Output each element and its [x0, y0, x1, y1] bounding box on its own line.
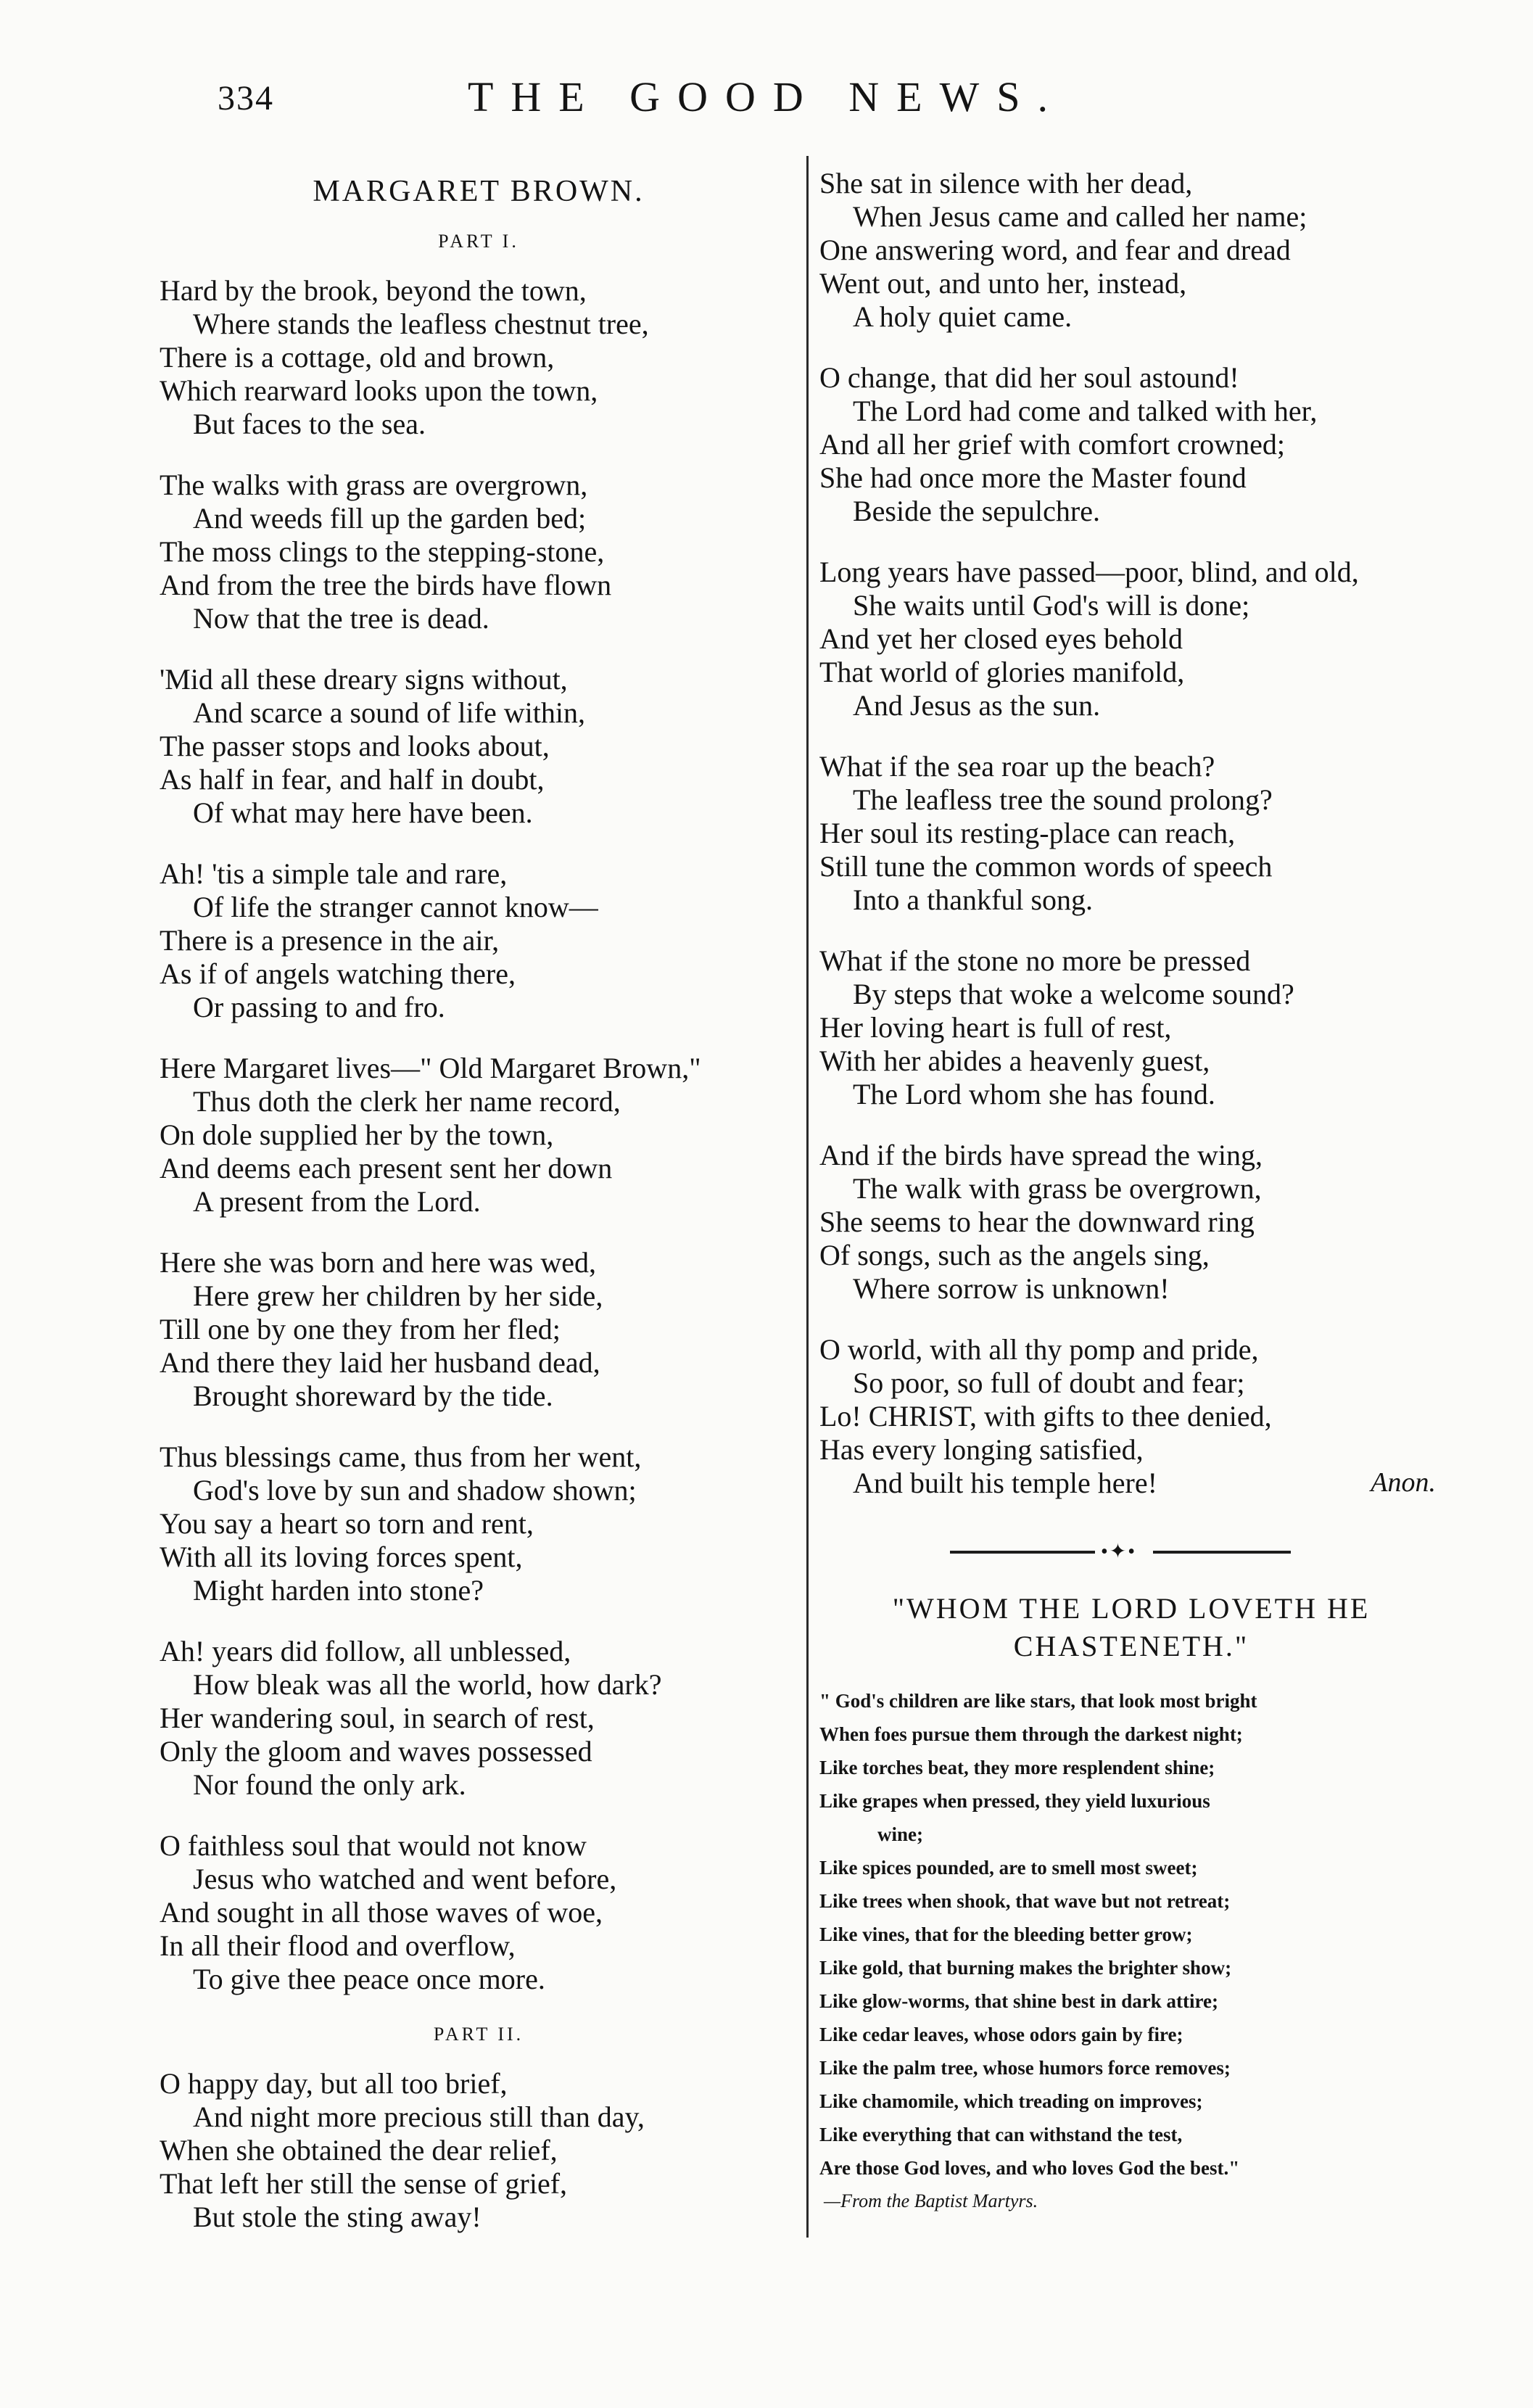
- verse-line: Till one by one they from her fled;: [160, 1313, 561, 1345]
- verse-line: She had once more the Master found: [819, 461, 1247, 494]
- verse-line: How bleak was all the world, how dark?: [193, 1668, 662, 1701]
- stanza: [819, 556, 1443, 722]
- verse-line: And weeds fill up the garden bed;: [193, 502, 587, 535]
- verse-line: Her wandering soul, in search of rest,: [160, 1702, 595, 1734]
- verse-line: The leafless tree the sound prolong?: [853, 783, 1273, 816]
- left-column: [160, 167, 798, 2261]
- verse-line: Nor found the only ark.: [193, 1768, 466, 1801]
- verse-line: Here grew her children by her side,: [193, 1279, 603, 1312]
- verse-line: And from the tree the birds have flown: [160, 569, 612, 601]
- stanza: [160, 1635, 798, 1802]
- prose-line: Like cedar leaves, whose odors gain by fire;: [819, 2024, 1183, 2045]
- verse-line: O world, with all thy pomp and pride,: [819, 1333, 1259, 1366]
- verse-line: Her loving heart is full of rest,: [819, 1011, 1172, 1044]
- verse-line: Here Margaret lives—" Old Margaret Brown,": [160, 1052, 701, 1084]
- verse-line: Of what may here have been.: [193, 796, 533, 829]
- verse-line: The walk with grass be overgrown,: [853, 1172, 1262, 1205]
- prose-line: Are those God loves, and who loves God the best.": [819, 2157, 1240, 2179]
- verse-line: Long years have passed—poor, blind, and old,: [819, 556, 1359, 588]
- verse-line: With her abides a heavenly guest,: [819, 1044, 1210, 1077]
- verse-line: Of life the stranger cannot know—: [193, 891, 598, 923]
- stanza: [160, 274, 798, 441]
- stanza: [819, 167, 1443, 334]
- verse-line: The Lord whom she has found.: [853, 1078, 1215, 1110]
- verse-line: That left her still the sense of grief,: [160, 2167, 568, 2200]
- verse-line: Which rearward looks upon the town,: [160, 374, 598, 407]
- stanza: [160, 1440, 798, 1607]
- right-column: [819, 167, 1443, 2218]
- verse-line: In all their flood and overflow,: [160, 1929, 516, 1962]
- verse-line: Ah! years did follow, all unblessed,: [160, 1635, 571, 1667]
- verse-line: When she obtained the dear relief,: [160, 2134, 558, 2166]
- verse-line: Jesus who watched and went before,: [193, 1863, 617, 1895]
- poem-title: MARGARET BROWN.: [313, 175, 645, 208]
- article-title-line: "WHOM THE LORD LOVETH HE: [892, 1592, 1371, 1625]
- part-one-stanzas: [160, 274, 798, 1996]
- prose-line: Like gold, that burning makes the brighter show;: [819, 1957, 1232, 1979]
- prose-line: Like spices pounded, are to smell most sweet;: [819, 1857, 1198, 1879]
- verse-line: And deems each present sent her down: [160, 1152, 613, 1184]
- verse-line: As half in fear, and half in doubt,: [160, 763, 545, 796]
- verse-line: And if the birds have spread the wing,: [819, 1139, 1263, 1171]
- part-two-heading: PART II.: [433, 2024, 524, 2045]
- verse-line: Hard by the brook, beyond the town,: [160, 274, 587, 307]
- article-title-line: CHASTENETH.": [1013, 1630, 1249, 1662]
- verse-line: What if the sea roar up the beach?: [819, 750, 1215, 783]
- verse-line: And built his temple here!: [853, 1467, 1157, 1499]
- verse-line: To give thee peace once more.: [193, 1963, 545, 1995]
- article-source: —From the Baptist Martyrs.: [824, 2190, 1038, 2211]
- verse-line: The moss clings to the stepping-stone,: [160, 535, 605, 568]
- verse-line: And all her grief with comfort crowned;: [819, 428, 1286, 461]
- article-body: [819, 1684, 1443, 2185]
- verse-line: 'Mid all these dreary signs without,: [160, 663, 568, 696]
- verse-line: Only the gloom and waves possessed: [160, 1735, 592, 1768]
- prose-line: Like vines, that for the bleeding better grow;: [819, 1923, 1193, 1945]
- stanza: [160, 663, 798, 830]
- verse-line: But stole the sting away!: [193, 2201, 482, 2233]
- prose-line: When foes pursue them through the darkest night;: [819, 1723, 1243, 1745]
- verse-line: O faithless soul that would not know: [160, 1829, 587, 1862]
- verse-line: God's love by sun and shadow shown;: [193, 1474, 637, 1506]
- stanza: [160, 1829, 798, 1996]
- verse-line: As if of angels watching there,: [160, 957, 516, 990]
- ornament-icon: •✦•: [1101, 1541, 1137, 1563]
- verse-line: Might harden into stone?: [193, 1574, 484, 1607]
- verse-line: What if the stone no more be pressed: [819, 944, 1251, 977]
- verse-line: Her soul its resting-place can reach,: [819, 817, 1236, 849]
- verse-line: You say a heart so torn and rent,: [160, 1507, 534, 1540]
- verse-line: Here she was born and here was wed,: [160, 1246, 596, 1279]
- verse-line: She waits until God's will is done;: [853, 589, 1250, 622]
- stanza: [819, 1139, 1443, 1306]
- prose-line: Like glow-worms, that shine best in dark attire;: [819, 1990, 1218, 2012]
- verse-line: The Lord had come and talked with her,: [853, 395, 1318, 427]
- verse-line: With all its loving forces spent,: [160, 1541, 523, 1573]
- verse-line: The walks with grass are overgrown,: [160, 469, 588, 501]
- running-title: THE GOOD NEWS.: [467, 73, 1066, 120]
- verse-line: Or passing to and fro.: [193, 991, 445, 1023]
- verse-line: Thus doth the clerk her name record,: [193, 1085, 621, 1118]
- prose-line: Like the palm tree, whose humors force removes;: [819, 2057, 1231, 2079]
- verse-line: By steps that woke a welcome sound?: [853, 978, 1294, 1010]
- verse-line: And yet her closed eyes behold: [819, 622, 1183, 655]
- page-header: [0, 73, 1533, 131]
- verse-line: There is a cottage, old and brown,: [160, 341, 555, 374]
- prose-line: Like grapes when pressed, they yield luxurious: [819, 1790, 1210, 1812]
- prose-line: Like chamomile, which treading on improves;: [819, 2090, 1203, 2112]
- verse-line: Has every longing satisfied,: [819, 1433, 1144, 1466]
- prose-line: Like trees when shook, that wave but not retreat;: [819, 1890, 1231, 1912]
- verse-line: O change, that did her soul astound!: [819, 361, 1239, 394]
- verse-line: Where sorrow is unknown!: [853, 1272, 1170, 1305]
- stanza: [819, 944, 1443, 1111]
- verse-line: But faces to the sea.: [193, 408, 426, 440]
- verse-line: And scarce a sound of life within,: [193, 696, 585, 729]
- verse-line: Of songs, such as the angels sing,: [819, 1239, 1210, 1271]
- verse-line: A holy quiet came.: [853, 300, 1073, 333]
- verse-line: And there they laid her husband dead,: [160, 1346, 600, 1379]
- verse-line: Went out, and unto her, instead,: [819, 267, 1187, 300]
- part-two-stanzas: [160, 2067, 798, 2234]
- article-title: [819, 1590, 1443, 1665]
- verse-line: Lo! CHRIST, with gifts to thee denied,: [819, 1400, 1272, 1432]
- verse-line: Thus blessings came, thus from her went,: [160, 1440, 642, 1473]
- verse-line: When Jesus came and called her name;: [853, 200, 1307, 233]
- verse-line: Now that the tree is dead.: [193, 602, 489, 635]
- section-divider: [819, 1543, 1443, 1561]
- verse-line: Ah! 'tis a simple tale and rare,: [160, 857, 508, 890]
- verse-line: There is a presence in the air,: [160, 924, 500, 957]
- stanza: [819, 361, 1443, 528]
- part-two-continued-stanzas: [819, 167, 1443, 1500]
- verse-line: And night more precious still than day,: [193, 2100, 645, 2133]
- verse-line: Where stands the leafless chestnut tree,: [193, 308, 649, 340]
- column-divider: [806, 156, 809, 2238]
- verse-line: And Jesus as the sun.: [853, 689, 1101, 722]
- verse-line: A present from the Lord.: [193, 1185, 481, 1218]
- prose-line: " God's children are like stars, that look most bright: [819, 1690, 1257, 1712]
- verse-line: And sought in all those waves of woe,: [160, 1896, 603, 1929]
- verse-line: So poor, so full of doubt and fear;: [853, 1366, 1245, 1399]
- verse-line: The passer stops and looks about,: [160, 730, 550, 762]
- poem-attribution: Anon.: [1371, 1467, 1436, 1498]
- verse-line: On dole supplied her by the town,: [160, 1118, 554, 1151]
- verse-line: One answering word, and fear and dread: [819, 234, 1291, 266]
- stanza: [160, 1052, 798, 1219]
- stanza: [819, 750, 1443, 917]
- stanza: [160, 857, 798, 1024]
- part-one-heading: PART I.: [438, 231, 519, 252]
- stanza: [160, 1246, 798, 1413]
- prose-line: Like torches beat, they more resplendent shine;: [819, 1757, 1215, 1778]
- page-number: 334: [218, 79, 274, 117]
- verse-line: Beside the sepulchre.: [853, 495, 1100, 527]
- prose-line: wine;: [877, 1823, 923, 1845]
- verse-line: Still tune the common words of speech: [819, 850, 1273, 883]
- verse-line: That world of glories manifold,: [819, 656, 1185, 688]
- verse-line: Into a thankful song.: [853, 883, 1094, 916]
- verse-line: Brought shoreward by the tide.: [193, 1380, 553, 1412]
- prose-line: Like everything that can withstand the test,: [819, 2124, 1183, 2145]
- stanza: [160, 469, 798, 635]
- verse-line: She sat in silence with her dead,: [819, 167, 1193, 199]
- verse-line: She seems to hear the downward ring: [819, 1205, 1255, 1238]
- stanza: [160, 2067, 798, 2234]
- verse-line: O happy day, but all too brief,: [160, 2067, 508, 2100]
